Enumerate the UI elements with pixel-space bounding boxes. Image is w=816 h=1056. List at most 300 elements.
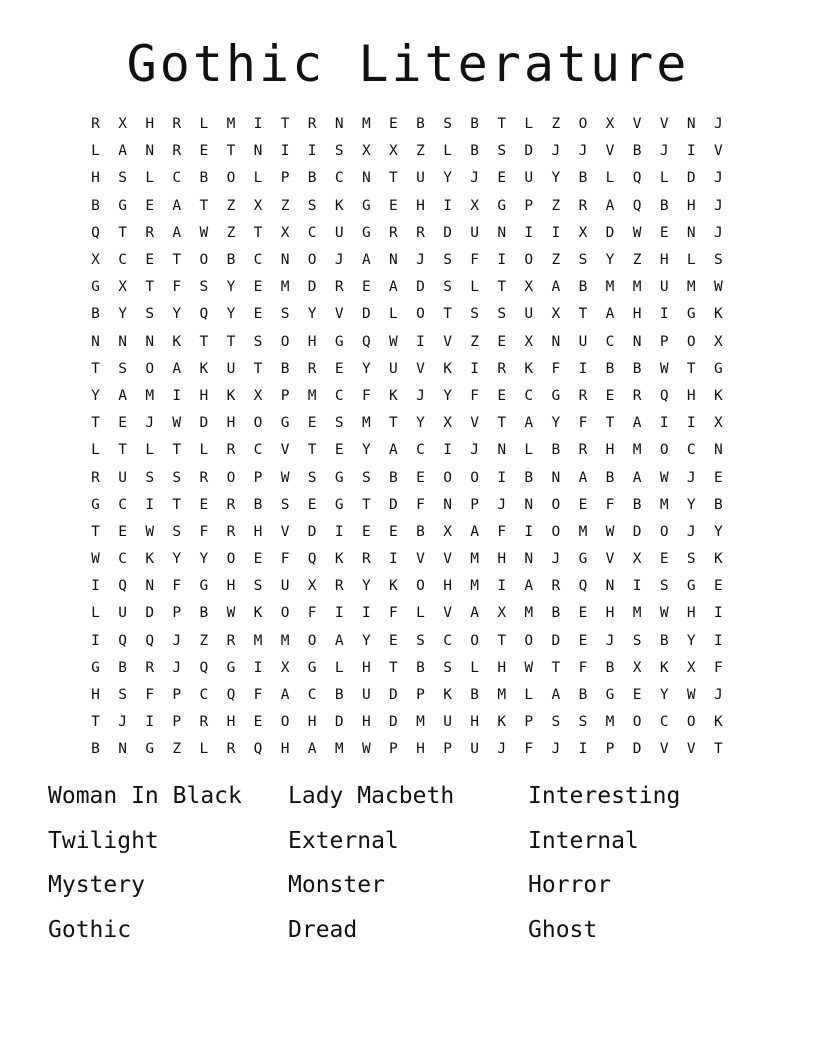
grid-letter: X [632,659,642,676]
grid-letter: A [389,279,398,296]
grid-letter: I [145,714,155,731]
grid-letter: U [389,360,398,377]
grid-row [82,193,732,220]
grid-letter: A [470,605,479,622]
grid-letter: H [199,387,209,404]
grid-letter: U [524,170,534,187]
grid-letter: X [524,333,534,350]
grid-letter: S [280,306,290,323]
grid-letter: C [172,170,182,187]
grid-letter: O [145,360,155,377]
grid-letter: V [686,741,696,758]
grid-letter: U [443,714,452,731]
grid-letter: Q [199,659,209,676]
grid-letter: P [524,197,534,214]
grid-row [82,301,732,328]
grid-letter: E [578,605,588,622]
grid-letter: D [334,714,344,731]
grid-letter: D [551,632,561,649]
grid-letter: Q [307,551,317,568]
grid-letter: D [632,523,642,540]
grid-letter: D [605,224,615,241]
grid-letter: Z [632,252,642,269]
grid-letter: M [361,116,371,133]
grid-letter: O [226,551,236,568]
grid-letter: H [605,442,615,459]
grid-letter: U [334,224,344,241]
word-list-item: Woman In Black [48,783,242,809]
word-list-item: Gothic [48,916,132,943]
grid-letter: I [389,551,398,568]
grid-letter: L [659,170,669,187]
grid-row [82,464,732,491]
grid-letter: W [226,605,236,622]
grid-letter: A [307,741,317,758]
grid-letter: A [632,415,642,432]
grid-letter: K [389,578,398,595]
grid-letter: I [497,469,507,486]
grid-letter: P [389,741,398,758]
grid-letter: K [443,687,452,704]
grid-letter: O [659,442,669,459]
grid-letter: D [145,605,155,622]
grid-letter: A [470,523,479,540]
grid-letter: S [145,306,155,323]
grid-letter: H [632,306,642,323]
grid-letter: W [686,687,696,704]
grid-letter: U [226,360,236,377]
grid-letter: D [443,224,452,241]
grid-letter: V [605,551,615,568]
grid-letter: Y [686,496,696,513]
grid-letter: N [497,224,507,241]
grid-letter: C [416,442,425,459]
grid-letter: I [659,306,669,323]
grid-letter: G [686,306,696,323]
grid-letter: B [416,523,425,540]
grid-letter: H [253,523,263,540]
grid-letter: G [91,496,100,513]
grid-letter: Z [280,197,290,214]
grid-letter: F [172,279,182,296]
grid-letter: I [416,333,425,350]
grid-row [82,628,732,655]
grid-letter: D [199,415,209,432]
grid-letter: V [416,551,425,568]
grid-letter: X [91,252,100,269]
grid-letter: H [226,714,236,731]
grid-letter: E [199,143,209,160]
grid-letter: F [578,659,588,676]
grid-letter: F [172,578,182,595]
grid-letter: Z [551,252,561,269]
grid-letter: B [659,632,669,649]
grid-letter: H [659,252,669,269]
grid-letter: N [118,741,127,758]
grid-letter: F [307,605,317,622]
grid-letter: E [659,551,669,568]
grid-letter: X [389,143,398,160]
grid-letter: I [551,224,561,241]
grid-letter: E [389,523,398,540]
grid-letter: S [578,252,588,269]
grid-letter: R [632,387,642,404]
grid-letter: D [307,279,317,296]
grid-letter: U [118,469,127,486]
grid-letter: J [551,741,561,758]
grid-letter: B [199,170,209,187]
grid-letter: I [334,523,344,540]
grid-letter: A [118,387,127,404]
grid-letter: J [686,469,696,486]
grid-letter: V [632,116,642,133]
grid-letter: U [470,224,479,241]
grid-row [82,600,732,627]
grid-letter: N [280,252,290,269]
grid-letter: W [172,415,182,432]
grid-letter: K [659,659,669,676]
grid-letter: Q [118,578,127,595]
grid-letter: D [389,496,398,513]
grid-letter: D [307,523,317,540]
grid-letter: P [416,687,425,704]
grid-letter: T [551,659,561,676]
grid-letter: E [253,714,263,731]
grid-letter: W [659,360,669,377]
grid-letter: U [524,306,534,323]
grid-letter: K [226,387,236,404]
grid-letter: S [416,632,425,649]
grid-letter: S [172,523,182,540]
grid-letter: F [253,687,263,704]
grid-letter: H [497,551,507,568]
grid-letter: G [334,469,344,486]
grid-letter: P [605,741,615,758]
grid-letter: Q [659,387,669,404]
grid-letter: G [145,741,155,758]
grid-letter: Y [416,415,425,432]
grid-letter: T [578,306,588,323]
grid-letter: P [659,333,669,350]
grid-letter: N [361,170,371,187]
grid-letter: O [686,714,696,731]
grid-letter: J [578,143,588,160]
grid-letter: P [280,170,290,187]
grid-letter: V [470,415,479,432]
grid-letter: E [307,415,317,432]
grid-letter: S [578,714,588,731]
grid-letter: H [91,170,100,187]
grid-row [82,247,732,274]
grid-letter: J [713,197,723,214]
grid-letter: M [280,632,290,649]
word-list-item: Horror [528,872,612,898]
grid-letter: B [226,252,236,269]
grid-letter: A [578,469,588,486]
grid-letter: U [578,333,588,350]
grid-letter: M [605,279,615,296]
grid-letter: F [551,360,561,377]
grid-letter: R [199,469,209,486]
grid-letter: I [361,605,371,622]
grid-letter: S [713,252,723,269]
grid-letter: R [226,442,236,459]
grid-row [82,356,732,383]
grid-letter: N [145,143,155,160]
grid-letter: O [470,632,479,649]
grid-letter: T [389,170,398,187]
grid-letter: F [470,387,479,404]
grid-letter: S [632,632,642,649]
grid-letter: Z [226,224,236,241]
grid-letter: G [713,360,723,377]
grid-letter: Q [199,306,209,323]
grid-letter: Q [91,224,100,241]
grid-letter: E [253,551,263,568]
grid-letter: A [172,197,182,214]
grid-letter: B [713,496,723,513]
grid-letter: I [686,143,696,160]
grid-letter: S [497,143,507,160]
page-title: Gothic Literature [126,35,690,93]
grid-letter: J [470,442,479,459]
grid-letter: Z [172,741,182,758]
grid-letter: X [118,279,127,296]
grid-letter: Y [659,687,669,704]
grid-letter: G [280,415,290,432]
grid-letter: C [334,387,344,404]
grid-letter: C [307,224,317,241]
grid-letter: J [497,496,507,513]
grid-letter: W [713,279,723,296]
grid-letter: B [605,659,615,676]
grid-letter: N [389,252,398,269]
grid-row [82,492,732,519]
grid-letter: T [172,252,182,269]
grid-letter: E [605,387,615,404]
grid-letter: F [199,523,209,540]
grid-letter: M [578,523,588,540]
grid-letter: B [91,306,100,323]
grid-letter: X [307,578,317,595]
grid-letter: U [470,741,479,758]
grid-row [82,682,732,709]
grid-row [82,573,732,600]
word-list-item: External [288,827,399,854]
grid-letter: B [470,687,479,704]
grid-letter: A [361,252,371,269]
grid-letter: C [524,387,534,404]
grid-letter: W [145,523,155,540]
grid-letter: I [713,632,723,649]
grid-letter: Y [361,578,371,595]
grid-letter: H [361,714,371,731]
grid-letter: T [686,360,696,377]
grid-letter: G [226,659,236,676]
word-list-item: Internal [528,827,639,854]
grid-letter: S [443,116,452,133]
grid-letter: K [713,306,723,323]
grid-letter: C [443,632,452,649]
grid-letter: P [172,605,182,622]
grid-letter: F [145,687,155,704]
grid-letter: J [172,632,182,649]
grid-letter: S [497,306,507,323]
grid-letter: X [443,415,452,432]
grid-letter: N [118,333,127,350]
grid-row [82,546,732,573]
grid-letter: I [713,605,723,622]
grid-letter: A [605,306,615,323]
grid-letter: L [443,143,452,160]
grid-letter: B [551,605,561,622]
grid-letter: E [361,279,371,296]
grid-letter: L [199,442,209,459]
grid-letter: I [659,415,669,432]
grid-letter: I [334,605,344,622]
grid-letter: R [226,632,236,649]
grid-letter: O [470,469,479,486]
grid-letter: O [524,632,534,649]
grid-letter: K [253,605,263,622]
grid-letter: N [145,333,155,350]
word-list-item: Lady Macbeth [288,783,455,809]
grid-letter: G [686,578,696,595]
grid-letter: X [497,605,507,622]
grid-letter: H [686,605,696,622]
grid-letter: X [713,333,723,350]
grid-letter: K [443,360,452,377]
grid-letter: Y [686,632,696,649]
grid-letter: Y [118,306,127,323]
grid-letter: T [443,306,452,323]
grid-letter: Z [551,197,561,214]
grid-letter: T [91,415,100,432]
grid-letter: Y [199,551,209,568]
grid-letter: Y [551,170,561,187]
grid-letter: Y [443,170,452,187]
grid-letter: O [578,116,588,133]
grid-letter: R [226,523,236,540]
grid-letter: U [361,687,371,704]
grid-letter: E [334,360,344,377]
grid-letter: P [470,496,479,513]
grid-letter: P [280,387,290,404]
grid-letter: B [118,659,127,676]
grid-letter: G [497,197,507,214]
grid-letter: S [118,360,127,377]
grid-letter: L [389,306,398,323]
grid-letter: V [334,306,344,323]
grid-letter: X [443,523,452,540]
grid-letter: G [91,659,100,676]
grid-letter: F [416,496,425,513]
grid-letter: N [145,578,155,595]
grid-letter: W [524,659,534,676]
grid-letter: T [199,197,209,214]
grid-letter: M [226,116,236,133]
grid-letter: H [416,197,425,214]
grid-letter: S [334,415,344,432]
grid-letter: W [91,551,100,568]
grid-letter: R [334,279,344,296]
grid-letter: J [416,387,425,404]
grid-letter: T [497,116,507,133]
grid-row [82,519,732,546]
grid-letter: B [551,442,561,459]
grid-letter: R [91,469,100,486]
grid-letter: Y [226,306,236,323]
grid-row [82,274,732,301]
grid-letter: J [416,252,425,269]
grid-letter: M [605,714,615,731]
grid-letter: P [172,714,182,731]
grid-letter: I [497,252,507,269]
grid-letter: M [145,387,155,404]
grid-letter: E [497,387,507,404]
grid-letter: X [118,116,127,133]
grid-letter: O [686,333,696,350]
grid-letter: X [280,224,290,241]
grid-letter: G [334,496,344,513]
grid-letter: K [172,333,182,350]
grid-letter: Y [91,387,100,404]
grid-letter: L [334,659,344,676]
grid-letter: A [551,279,561,296]
grid-letter: S [172,469,182,486]
grid-letter: M [632,605,642,622]
grid-letter: O [307,632,317,649]
grid-letter: M [632,442,642,459]
grid-letter: S [253,333,263,350]
grid-letter: G [361,224,371,241]
grid-letter: Y [226,279,236,296]
grid-letter: A [334,632,344,649]
grid-letter: E [578,496,588,513]
grid-letter: E [713,469,723,486]
grid-letter: T [389,415,398,432]
grid-letter: N [713,442,723,459]
grid-letter: Q [145,632,155,649]
grid-letter: R [145,224,155,241]
grid-letter: Q [632,170,642,187]
grid-letter: A [524,578,534,595]
grid-letter: E [307,496,317,513]
grid-letter: Y [361,360,371,377]
grid-letter: N [497,442,507,459]
grid-letter: L [199,116,209,133]
grid-letter: Z [226,197,236,214]
grid-letter: W [389,333,398,350]
grid-letter: T [497,415,507,432]
grid-letter: F [524,741,534,758]
grid-letter: L [145,442,155,459]
grid-letter: Y [605,252,615,269]
grid-letter: O [551,523,561,540]
grid-letter: J [470,170,479,187]
grid-letter: N [91,333,100,350]
grid-letter: N [443,496,452,513]
grid-letter: O [416,306,425,323]
grid-letter: V [659,116,669,133]
grid-letter: W [199,224,209,241]
grid-letter: O [416,578,425,595]
grid-letter: O [226,469,236,486]
grid-letter: H [226,578,236,595]
grid-letter: B [632,496,642,513]
grid-letter: X [524,279,534,296]
grid-letter: I [172,387,182,404]
